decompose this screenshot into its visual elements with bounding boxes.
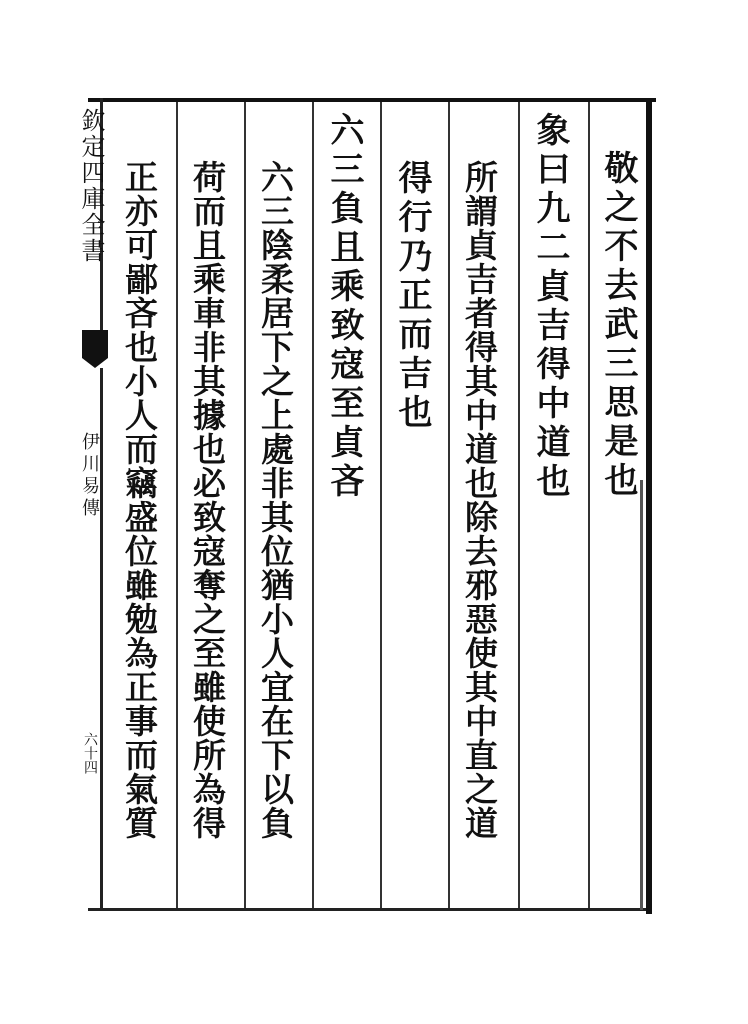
text-column-4: 得行乃正而吉也 xyxy=(392,160,432,433)
text-column-5: 六三負且乘致寇至貞吝 xyxy=(324,112,364,502)
column-rule xyxy=(244,102,246,908)
section-title: 伊川易傳 xyxy=(79,432,100,520)
text-column-3: 所謂貞吉者得其中道也除去邪惡使其中直之道 xyxy=(460,160,499,840)
column-rule xyxy=(176,102,178,908)
page-number: 六十四 xyxy=(82,732,98,774)
column-rule xyxy=(448,102,450,908)
text-column-8: 正亦可鄙吝也小人而竊盛位雖勉為正事而氣質 xyxy=(120,160,159,840)
frame-right-border xyxy=(646,98,652,914)
column-rule xyxy=(380,102,382,908)
book-title: 欽定四庫全書 xyxy=(77,108,105,264)
text-column-7: 荷而且乘車非其據也必致寇奪之至雖使所為得 xyxy=(188,160,227,840)
fishtail-notch xyxy=(82,358,108,368)
frame-top-border xyxy=(88,98,656,102)
text-column-6: 六三陰柔居下之上處非其位猶小人宜在下以負 xyxy=(256,160,295,840)
column-rule xyxy=(518,102,520,908)
column-rule xyxy=(312,102,314,908)
text-column-1: 敬之不去武三思是也 xyxy=(598,150,638,501)
frame-right-inner-border xyxy=(640,480,643,910)
frame-bottom-border xyxy=(88,908,648,911)
text-column-2: 象曰九二貞吉得中道也 xyxy=(530,112,570,502)
column-rule xyxy=(588,102,590,908)
